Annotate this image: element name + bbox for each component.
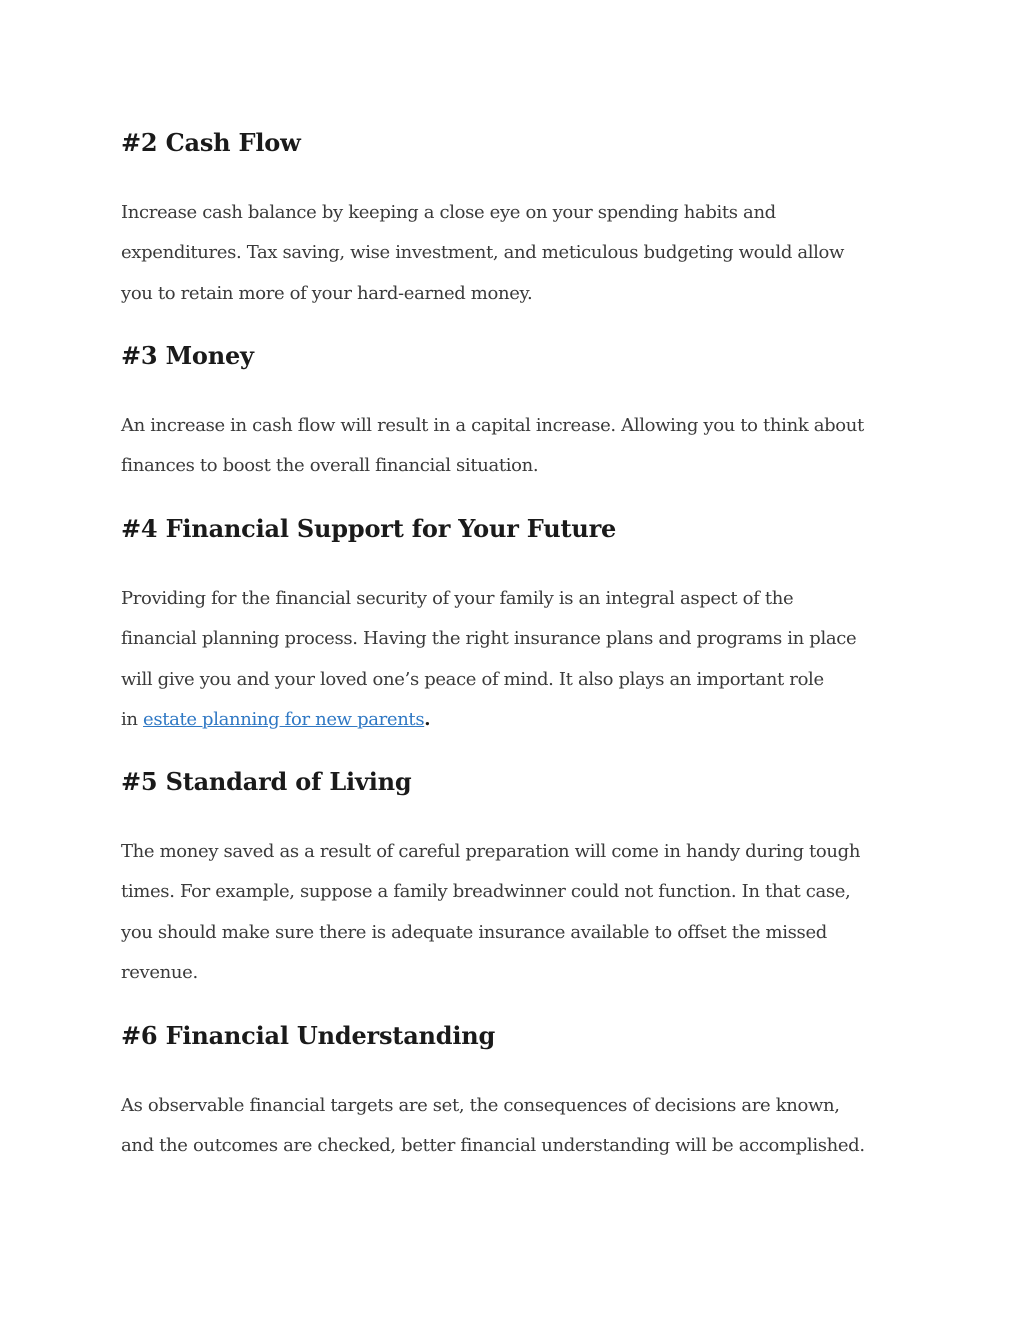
- section-heading: #2 Cash Flow: [121, 128, 301, 157]
- paragraph-line: The money saved as a result of careful preparation will come in handy during tough: [121, 841, 861, 862]
- section-financial-understanding: [121, 1021, 911, 1167]
- section-money: [121, 341, 911, 487]
- paragraph-line: and the outcomes are checked, better financial understanding will be accomplished.: [121, 1135, 865, 1157]
- paragraph-line-suffix: .: [424, 708, 431, 730]
- section-standard-of-living: [121, 767, 911, 993]
- paragraph-line-prefix: in: [121, 708, 144, 730]
- section-heading: #6 Financial Understanding: [121, 1021, 496, 1050]
- section-cash-flow: [121, 128, 911, 314]
- paragraph-line: you should make sure there is adequate insurance available to offset the missed: [121, 921, 827, 943]
- paragraph-line: As observable financial targets are set, the consequences of decisions are known,: [121, 1095, 840, 1116]
- section-heading: #4 Financial Support for Your Future: [121, 514, 617, 543]
- paragraph-line: revenue.: [121, 961, 198, 983]
- section-paragraph: [121, 832, 911, 993]
- paragraph-line: Providing for the financial security of your family is an integral aspect of the: [121, 588, 794, 609]
- section-paragraph: [121, 193, 911, 314]
- section-financial-support: [121, 514, 911, 740]
- paragraph-line: financial planning process. Having the right insurance plans and programs in place: [121, 628, 857, 650]
- paragraph-line: finances to boost the overall financial situation.: [121, 455, 539, 477]
- paragraph-line: you to retain more of your hard-earned money.: [121, 282, 533, 304]
- section-heading: #3 Money: [121, 341, 254, 370]
- section-paragraph: [121, 1086, 911, 1167]
- paragraph-line: An increase in cash flow will result in a capital increase. Allowing you to think about: [121, 415, 864, 436]
- section-paragraph: [121, 579, 911, 740]
- estate-planning-link[interactable]: estate planning for new parents: [143, 708, 425, 730]
- paragraph-line: Increase cash balance by keeping a close eye on your spending habits and: [121, 202, 776, 223]
- paragraph-line: will give you and your loved one’s peace of mind. It also plays an important role: [121, 668, 824, 690]
- paragraph-line: expenditures. Tax saving, wise investment, and meticulous budgeting would allow: [121, 242, 845, 264]
- section-heading: #5 Standard of Living: [121, 767, 412, 796]
- section-paragraph: [121, 406, 911, 487]
- paragraph-line: times. For example, suppose a family breadwinner could not function. In that case,: [121, 881, 851, 903]
